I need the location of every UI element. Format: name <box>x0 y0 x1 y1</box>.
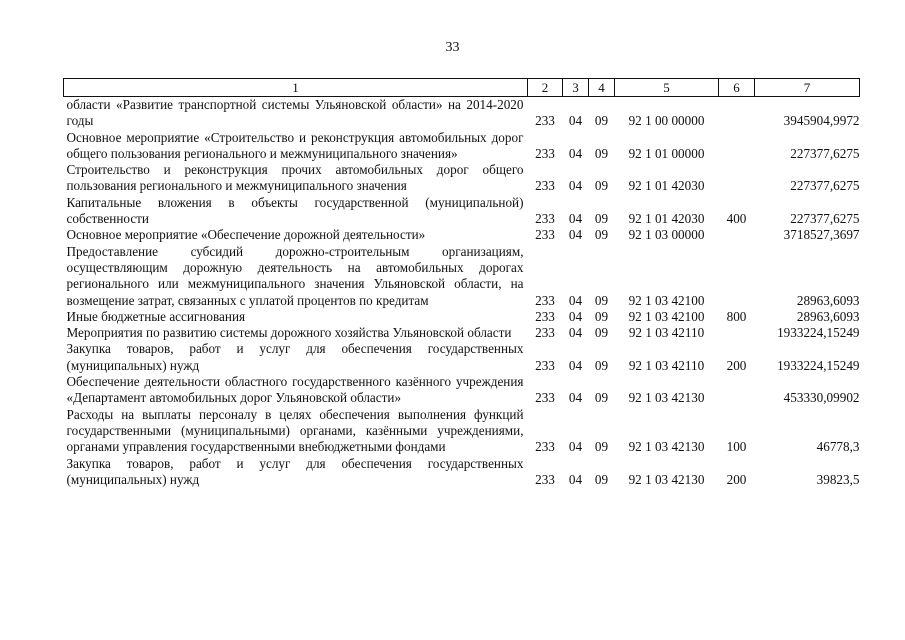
row-grbs-code: 233 <box>535 178 555 194</box>
row-grbs-code: 233 <box>535 308 555 324</box>
row-expense-type-code <box>719 97 755 130</box>
budget-table <box>63 78 860 488</box>
row-target-code: 92 1 03 42130 <box>628 439 705 455</box>
row-section-code: 04 <box>568 471 583 487</box>
header-col-5: 5 <box>615 79 719 97</box>
header-col-2: 2 <box>528 79 563 97</box>
row-expense-type-code <box>719 130 755 163</box>
row-grbs-code: 233 <box>535 113 555 129</box>
table-row <box>64 341 860 374</box>
row-subsection-code: 09 <box>594 211 609 227</box>
row-target-code: 92 1 03 00000 <box>628 227 705 243</box>
row-subsection-code: 09 <box>594 308 609 324</box>
row-section-code: 04 <box>568 390 583 406</box>
row-subsection-code: 09 <box>594 113 609 129</box>
row-target-code: 92 1 01 42030 <box>628 178 705 194</box>
header-col-3: 3 <box>563 79 589 97</box>
row-subsection-code: 09 <box>594 357 609 373</box>
row-expense-type-code: 200 <box>726 357 747 373</box>
row-section-code: 04 <box>568 113 583 129</box>
row-expense-type-code: 400 <box>726 211 747 227</box>
row-section-code: 04 <box>568 211 583 227</box>
row-target-code: 92 1 03 42100 <box>628 308 705 324</box>
row-expense-type-code <box>719 325 755 341</box>
table-row <box>64 227 860 243</box>
row-subsection-code: 09 <box>594 292 609 308</box>
row-section-code: 04 <box>568 308 583 324</box>
row-grbs-code: 233 <box>535 145 555 161</box>
table-row <box>64 130 860 163</box>
row-name: Предоставление субсидий дорожно-строительным организациям, осуществляющим дорожную деятельность на автомобильных дорогах регионального или межмуниципального значения Ульяновской области, на возмещение затрат, связанных с уплатой процентов по кредитам <box>66 243 524 308</box>
row-amount: 227377,6275 <box>790 145 860 161</box>
row-name: Капитальные вложения в объекты государственной (муниципальной) собственности <box>66 194 524 227</box>
row-subsection-code: 09 <box>594 178 609 194</box>
row-subsection-code: 09 <box>594 439 609 455</box>
row-grbs-code: 233 <box>535 227 555 243</box>
row-name: Обеспечение деятельности областного государственного казённого учреждения «Департамент автомобильных дорог Ульяновской области» <box>66 374 524 406</box>
row-section-code: 04 <box>568 145 583 161</box>
row-grbs-code: 233 <box>535 325 555 341</box>
row-grbs-code: 233 <box>535 292 555 308</box>
page-number: 33 <box>445 40 460 55</box>
header-row <box>64 79 860 97</box>
row-section-code: 04 <box>568 325 583 341</box>
table-row <box>64 244 860 309</box>
table-row <box>64 162 860 195</box>
header-col-7: 7 <box>755 79 860 97</box>
row-name: Иные бюджетные ассигнования <box>66 308 246 324</box>
row-amount: 3945904,9972 <box>783 113 860 129</box>
row-target-code: 92 1 03 42130 <box>628 390 705 406</box>
row-expense-type-code: 800 <box>726 308 747 324</box>
row-name: Основное мероприятие «Обеспечение дорожной деятельности» <box>66 227 426 243</box>
row-section-code: 04 <box>568 178 583 194</box>
row-expense-type-code: 100 <box>726 439 747 455</box>
table-row <box>64 97 860 130</box>
row-section-code: 04 <box>568 439 583 455</box>
row-amount: 28963,6093 <box>796 308 860 324</box>
table-row <box>64 325 860 341</box>
row-expense-type-code <box>719 244 755 309</box>
row-target-code: 92 1 01 00000 <box>628 145 705 161</box>
row-subsection-code: 09 <box>594 471 609 487</box>
table-row <box>64 456 860 489</box>
row-grbs-code: 233 <box>535 471 555 487</box>
table-body <box>64 97 860 489</box>
header-col-6: 6 <box>719 79 755 97</box>
header-col-1: 1 <box>64 79 528 97</box>
row-name: Мероприятия по развитию системы дорожного хозяйства Ульяновской области <box>66 325 512 341</box>
row-expense-type-code <box>719 227 755 243</box>
row-amount: 1933224,15249 <box>777 357 860 373</box>
row-grbs-code: 233 <box>535 439 555 455</box>
row-amount: 28963,6093 <box>796 292 860 308</box>
header-col-4: 4 <box>589 79 615 97</box>
row-name: Расходы на выплаты персоналу в целях обеспечения выполнения функций государственными (муниципальными) органами, казёнными учреждениями, органами управления государственными внебюджетными фондами <box>66 406 524 455</box>
row-target-code: 92 1 03 42130 <box>628 471 705 487</box>
row-amount: 227377,6275 <box>790 178 860 194</box>
row-target-code: 92 1 03 42100 <box>628 292 705 308</box>
table-row <box>64 374 860 407</box>
row-amount: 1933224,15249 <box>777 325 860 341</box>
row-grbs-code: 233 <box>535 211 555 227</box>
row-section-code: 04 <box>568 292 583 308</box>
row-name: Закупка товаров, работ и услуг для обеспечения государственных (муниципальных) нужд <box>66 455 524 487</box>
row-amount: 46778,3 <box>816 439 860 455</box>
row-grbs-code: 233 <box>535 390 555 406</box>
table-row <box>64 407 860 456</box>
row-section-code: 04 <box>568 357 583 373</box>
row-subsection-code: 09 <box>594 227 609 243</box>
row-expense-type-code: 200 <box>726 471 747 487</box>
row-amount: 227377,6275 <box>790 211 860 227</box>
table-header <box>64 79 860 97</box>
row-name: Строительство и реконструкция прочих автомобильных дорог общего пользования регионального и межмуниципального значения <box>66 162 524 194</box>
row-subsection-code: 09 <box>594 145 609 161</box>
row-name: области «Развитие транспортной системы Ульяновской области» на 2014-2020 годы <box>66 97 524 129</box>
row-target-code: 92 1 03 42110 <box>628 357 705 373</box>
row-target-code: 92 1 03 42110 <box>628 325 705 341</box>
row-name: Закупка товаров, работ и услуг для обеспечения государственных (муниципальных) нужд <box>66 341 524 373</box>
row-name: Основное мероприятие «Строительство и реконструкция автомобильных дорог общего пользования регионального и межмуниципального значения» <box>66 129 524 161</box>
row-amount: 3718527,3697 <box>783 227 860 243</box>
row-target-code: 92 1 01 42030 <box>628 211 705 227</box>
row-amount: 453330,09902 <box>783 390 860 406</box>
row-expense-type-code <box>719 374 755 407</box>
row-grbs-code: 233 <box>535 357 555 373</box>
table-row <box>64 309 860 325</box>
table-row <box>64 195 860 228</box>
row-section-code: 04 <box>568 227 583 243</box>
row-target-code: 92 1 00 00000 <box>628 113 705 129</box>
row-subsection-code: 09 <box>594 390 609 406</box>
row-expense-type-code <box>719 162 755 195</box>
row-subsection-code: 09 <box>594 325 609 341</box>
row-amount: 39823,5 <box>816 471 860 487</box>
